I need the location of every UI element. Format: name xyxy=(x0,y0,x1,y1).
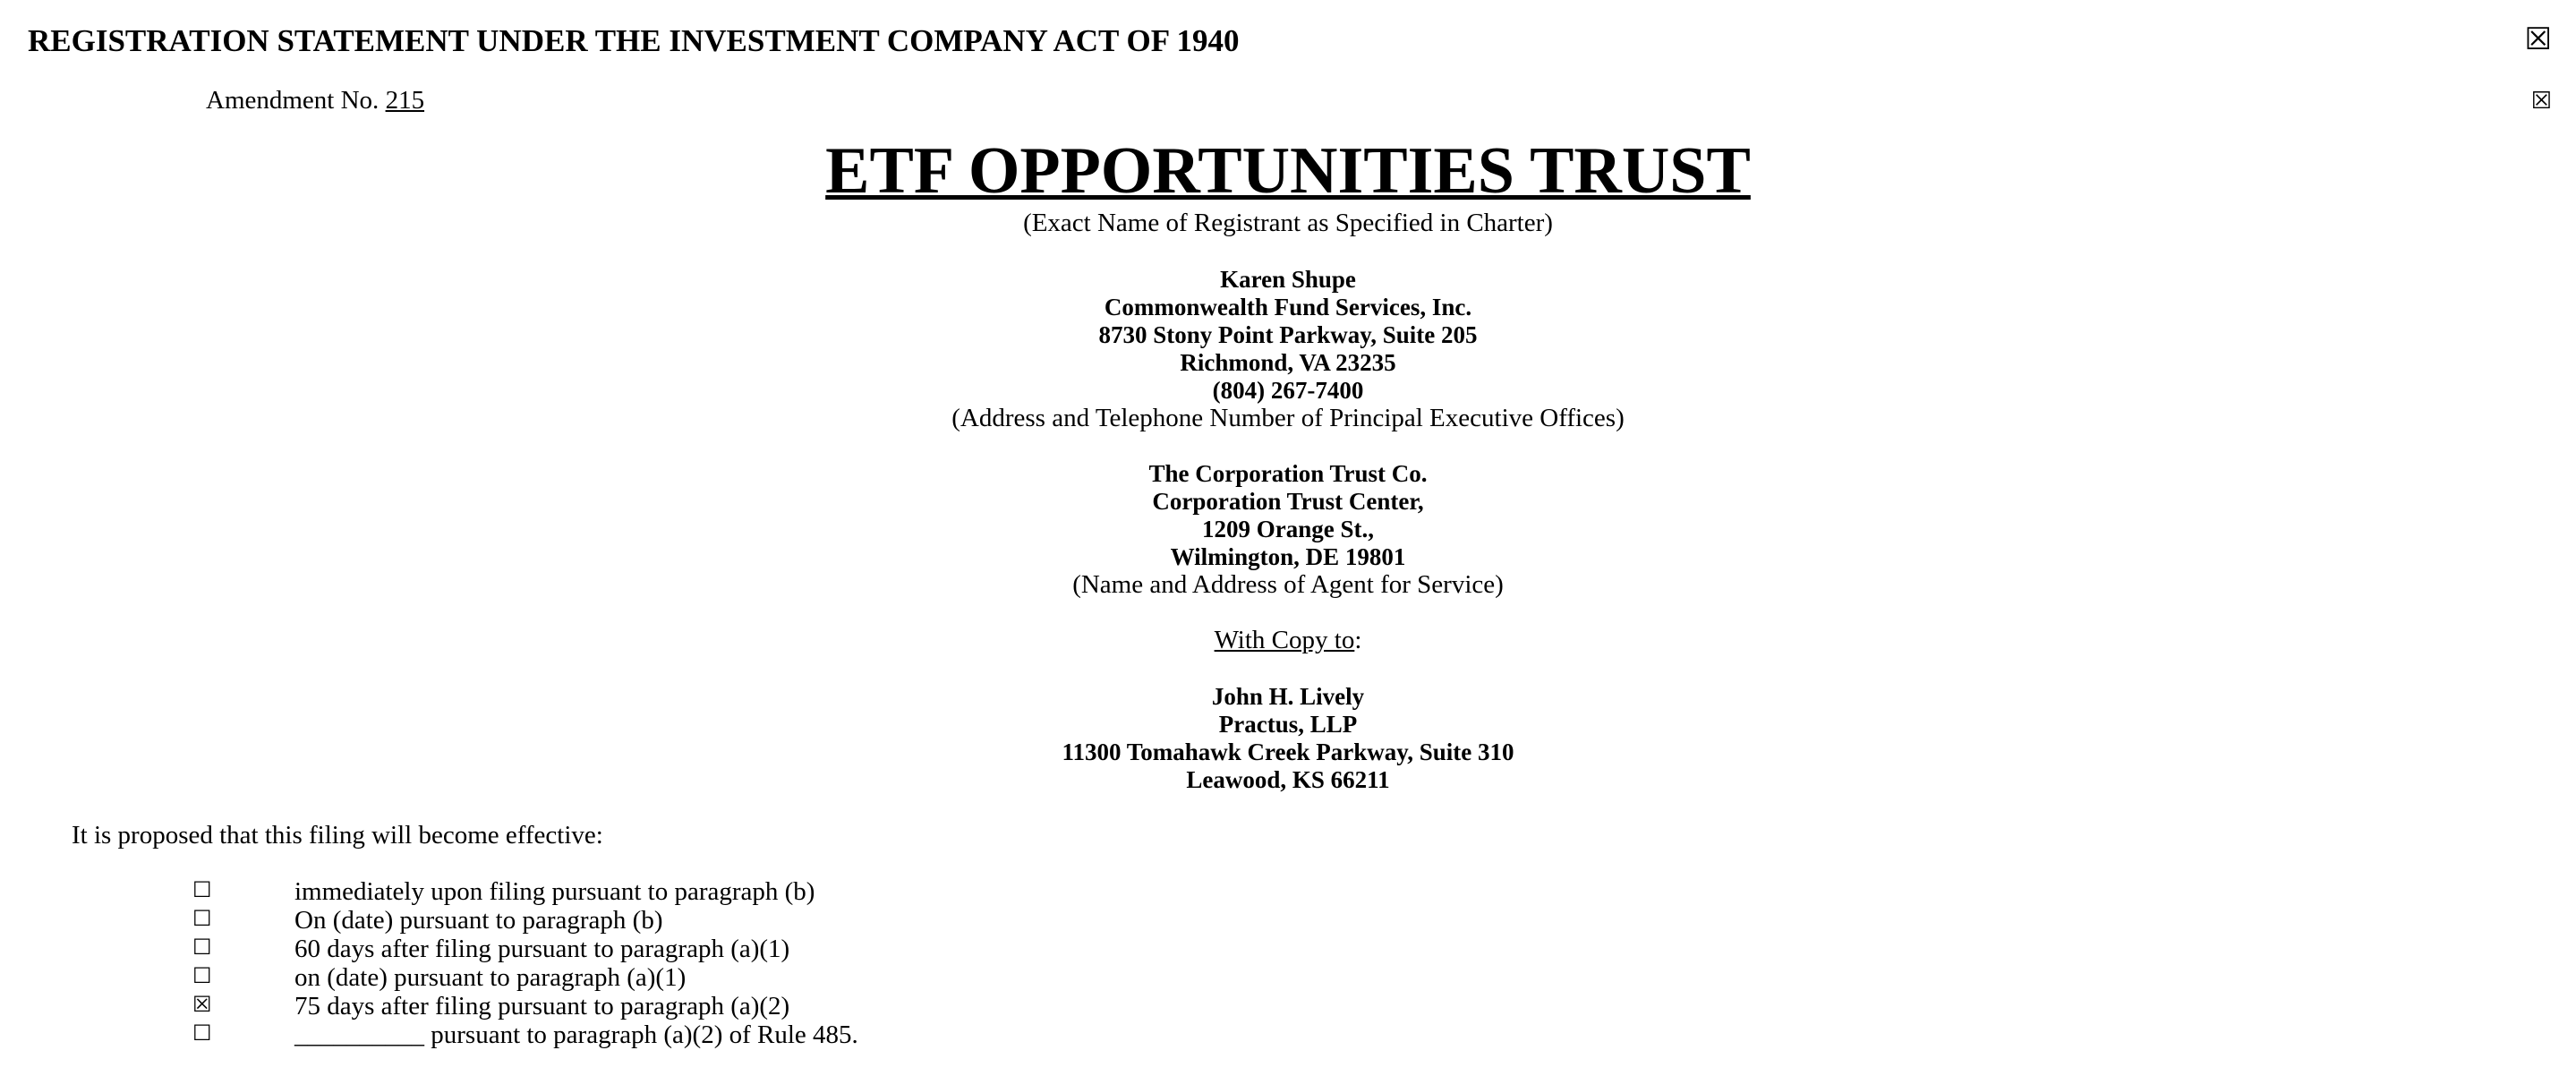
effective-option-label: On (date) pursuant to paragraph (b) xyxy=(294,906,663,935)
agent-line: Corporation Trust Center, xyxy=(1152,488,1424,515)
principal-office-line: Karen Shupe xyxy=(1220,266,1356,293)
copy-to-line: 11300 Tomahawk Creek Parkway, Suite 310 xyxy=(1062,739,1514,765)
effective-option-checkbox[interactable]: ☐ xyxy=(192,879,212,902)
principal-office-phone: (804) 267-7400 xyxy=(1212,377,1364,404)
effective-option-checkbox[interactable]: ☐ xyxy=(192,965,212,988)
copy-to-line: John H. Lively xyxy=(1211,683,1365,710)
copy-to-heading xyxy=(0,627,2576,654)
principal-office-block xyxy=(0,266,2576,432)
effective-option-label: __________ pursuant to paragraph (a)(2) of Rule 485. xyxy=(294,1020,858,1049)
agent-line: Wilmington, DE 19801 xyxy=(1170,543,1406,570)
effective-option-label: 60 days after filing pursuant to paragraph (a)(1) xyxy=(294,935,790,963)
amendment-checkbox[interactable]: ☒ xyxy=(2530,88,2552,114)
effective-option-checkbox[interactable]: ☐ xyxy=(192,908,212,931)
agent-line: 1209 Orange St., xyxy=(1202,516,1374,542)
amendment-text xyxy=(206,86,424,115)
copy-to-label: With Copy to xyxy=(1214,626,1355,654)
amendment-number: 215 xyxy=(385,86,425,115)
principal-office-line: Richmond, VA 23235 xyxy=(1180,349,1396,376)
agent-caption: (Name and Address of Agent for Service) xyxy=(1072,570,1504,599)
effective-option-label: on (date) pursuant to paragraph (a)(1) xyxy=(294,963,687,992)
registrant-caption: (Exact Name of Registrant as Specified in Charter) xyxy=(1023,209,1553,237)
effective-intro: It is proposed that this filing will become effective: xyxy=(72,821,603,850)
agent-block xyxy=(0,460,2576,599)
registrant-name xyxy=(0,136,2576,208)
principal-office-line: Commonwealth Fund Services, Inc. xyxy=(1104,294,1472,320)
agent-line: The Corporation Trust Co. xyxy=(1148,460,1428,487)
amendment-row xyxy=(206,86,2552,122)
registration-statement-checkbox[interactable]: ☒ xyxy=(2524,23,2552,56)
copy-to-line: Leawood, KS 66211 xyxy=(1186,766,1390,793)
copy-to-line: Practus, LLP xyxy=(1218,711,1358,738)
document-header xyxy=(28,20,2552,64)
copy-to-block xyxy=(0,683,2576,794)
effective-option-checkbox[interactable]: ☒ xyxy=(192,994,212,1017)
effective-option-checkbox[interactable]: ☐ xyxy=(192,1022,212,1046)
copy-to-colon: : xyxy=(1354,626,1362,654)
amendment-label: Amendment No. xyxy=(206,86,380,115)
effective-option-checkbox[interactable]: ☐ xyxy=(192,936,212,960)
registrant-name-text: ETF OPPORTUNITIES TRUST xyxy=(825,134,1751,208)
principal-office-caption: (Address and Telephone Number of Principal Executive Offices) xyxy=(951,404,1625,432)
registration-statement-title: REGISTRATION STATEMENT UNDER THE INVESTMENT COMPANY ACT OF 1940 xyxy=(28,23,1240,58)
principal-office-line: 8730 Stony Point Parkway, Suite 205 xyxy=(1098,321,1478,348)
effective-option-label: 75 days after filing pursuant to paragraph (a)(2) xyxy=(294,992,790,1020)
effective-option-label: immediately upon filing pursuant to paragraph (b) xyxy=(294,877,815,906)
